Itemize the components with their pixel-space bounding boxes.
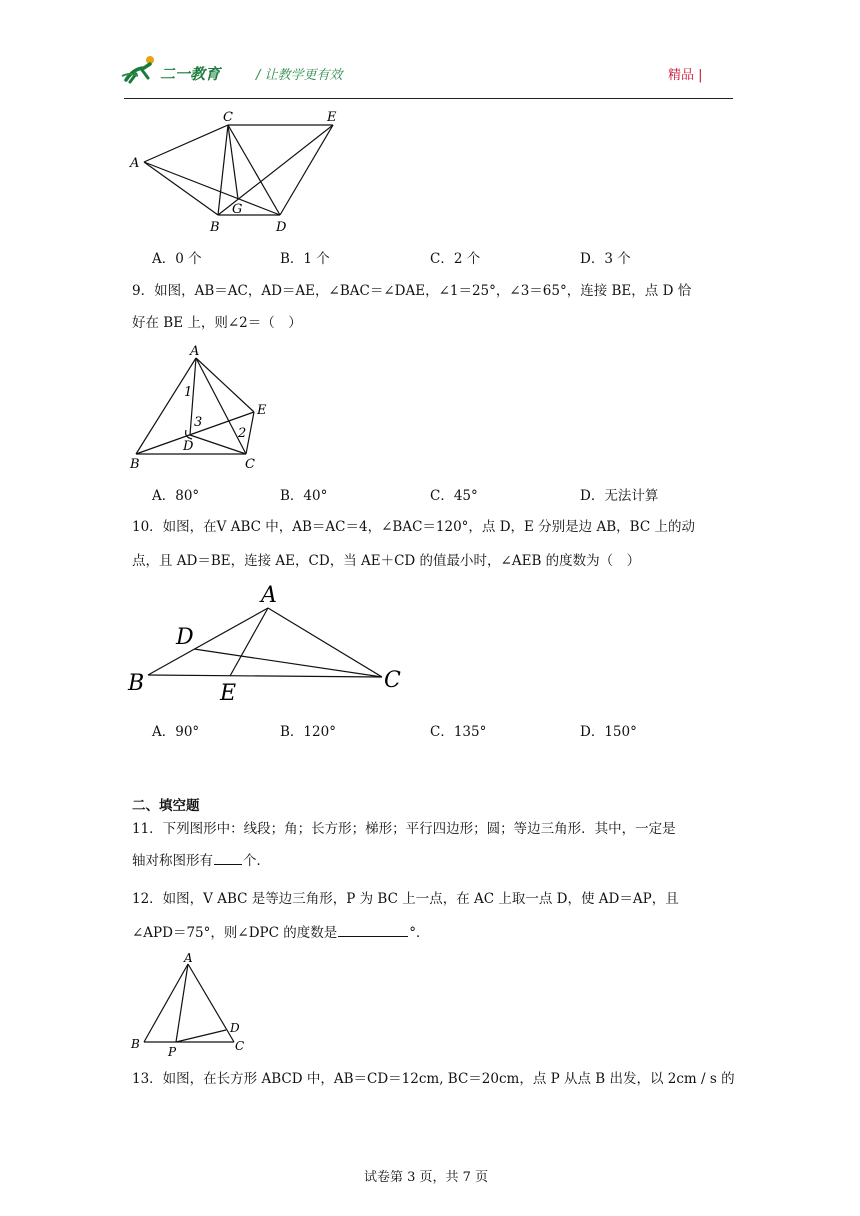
q9-seg-ae bbox=[196, 358, 254, 412]
q11-text-line2 bbox=[132, 850, 270, 872]
q9-figure bbox=[128, 340, 278, 475]
q12-figure bbox=[128, 950, 258, 1060]
page-footer: 试卷第 3 页，共 7 页 bbox=[364, 1170, 489, 1185]
header bbox=[0, 0, 860, 100]
q9-label-2: 2 bbox=[238, 426, 247, 441]
q10-option-c: C．135° bbox=[430, 724, 487, 740]
q10-seg-dc bbox=[194, 649, 382, 677]
q10-seg-bc bbox=[148, 675, 382, 677]
q8-label-d: D bbox=[276, 220, 287, 235]
q12-label-c: C bbox=[235, 1039, 245, 1053]
logo-runner-icon bbox=[120, 54, 160, 86]
q12-answer-blank[interactable] bbox=[338, 922, 408, 937]
q11-text-after-blank: 个． bbox=[243, 853, 270, 869]
q9-label-d: D bbox=[183, 439, 194, 454]
q9-option-b: B．40° bbox=[280, 488, 328, 504]
section-title-fill-in: 二、填空题 bbox=[132, 798, 200, 814]
q9-text-line2: 好在 BE 上，则∠2＝（ ） bbox=[132, 315, 302, 331]
q10-label-b: B bbox=[128, 671, 145, 696]
q9-label-3: 3 bbox=[194, 415, 203, 430]
q9-option-a: A．80° bbox=[152, 488, 200, 504]
q12-seg-pd bbox=[176, 1030, 226, 1042]
slogan: / 让教学更有效 bbox=[256, 68, 343, 83]
q9-label-c: C bbox=[245, 457, 255, 472]
q8-option-a: A．0 个 bbox=[152, 251, 202, 267]
q10-text-line1: 10．如图，在V ABC 中，AB＝AC＝4，∠BAC＝120°，点 D，E 分别是边 AB，BC 上的动 bbox=[132, 519, 695, 535]
q8-seg-de bbox=[280, 125, 333, 215]
q12-label-d: D bbox=[230, 1021, 240, 1035]
q12-seg-ac bbox=[188, 964, 234, 1042]
q9-seg-ec bbox=[246, 412, 254, 454]
q10-label-e: E bbox=[220, 681, 237, 706]
q10-seg-ab bbox=[148, 608, 268, 675]
q10-label-a: A bbox=[261, 583, 277, 608]
header-rule bbox=[124, 98, 733, 99]
q10-seg-ac bbox=[268, 608, 382, 677]
q8-option-d: D．3 个 bbox=[580, 251, 631, 267]
q9-label-e: E bbox=[257, 403, 267, 418]
q12-label-p: P bbox=[168, 1045, 177, 1059]
q9-label-b: B bbox=[130, 457, 140, 472]
q10-label-d: D bbox=[176, 625, 194, 650]
q8-seg-ad bbox=[144, 162, 280, 215]
q9-option-d: D．无法计算 bbox=[580, 488, 659, 504]
q8-option-b: B．1 个 bbox=[280, 251, 330, 267]
q8-figure bbox=[128, 105, 348, 235]
q9-text-line1: 9．如图，AB＝AC，AD＝AE，∠BAC＝∠DAE，∠1＝25°，∠3＝65°，连接 BE，点 D 恰 bbox=[132, 283, 692, 299]
q12-text-before-blank: ∠APD＝75°，则∠DPC 的度数是 bbox=[132, 925, 338, 941]
q12-label-b: B bbox=[131, 1037, 140, 1051]
logo-text: 二一教育 bbox=[160, 65, 221, 83]
q8-label-b: B bbox=[210, 220, 220, 235]
q8-label-e: E bbox=[327, 110, 337, 125]
q8-label-a: A bbox=[130, 156, 140, 171]
q8-label-c: C bbox=[223, 110, 233, 125]
q8-seg-ab bbox=[144, 162, 218, 215]
q10-option-d: D．150° bbox=[580, 724, 637, 740]
q12-text-line1: 12．如图，V ABC 是等边三角形，P 为 BC 上一点，在 AC 上取一点 D，使 AD＝AP，且 bbox=[132, 891, 679, 907]
q11-answer-blank[interactable] bbox=[214, 850, 242, 865]
q11-text-before-blank: 轴对称图形有 bbox=[132, 853, 213, 869]
q8-seg-cg bbox=[228, 125, 238, 199]
q9-option-c: C．45° bbox=[430, 488, 478, 504]
q10-figure bbox=[126, 578, 416, 708]
q10-text-line2: 点，且 AD＝BE，连接 AE，CD，当 AE＋CD 的值最小时，∠AEB 的度数为（ ） bbox=[132, 553, 641, 569]
quality-badge: 精品 | bbox=[668, 68, 703, 83]
q10-option-a: A．90° bbox=[152, 724, 200, 740]
q12-text-line2 bbox=[132, 922, 430, 944]
q8-seg-ac bbox=[144, 125, 228, 162]
q8-seg-cb bbox=[218, 125, 228, 215]
q12-label-a: A bbox=[184, 951, 193, 965]
q8-option-c: C．2 个 bbox=[430, 251, 481, 267]
q10-option-b: B．120° bbox=[280, 724, 336, 740]
q9-label-a: A bbox=[190, 344, 200, 359]
q13-text-line1: 13．如图，在长方形 ABCD 中，AB＝CD＝12cm, BC＝20cm，点 P 从点 B 出发，以 2cm / s 的 bbox=[132, 1071, 735, 1087]
q12-text-after-blank: °． bbox=[409, 925, 430, 941]
q10-label-c: C bbox=[384, 668, 401, 693]
q8-label-g: G bbox=[232, 202, 243, 217]
q9-label-1: 1 bbox=[184, 385, 193, 400]
q11-text-line1: 11．下列图形中：线段；角；长方形；梯形；平行四边形；圆；等边三角形．其中，一定是 bbox=[132, 821, 676, 837]
